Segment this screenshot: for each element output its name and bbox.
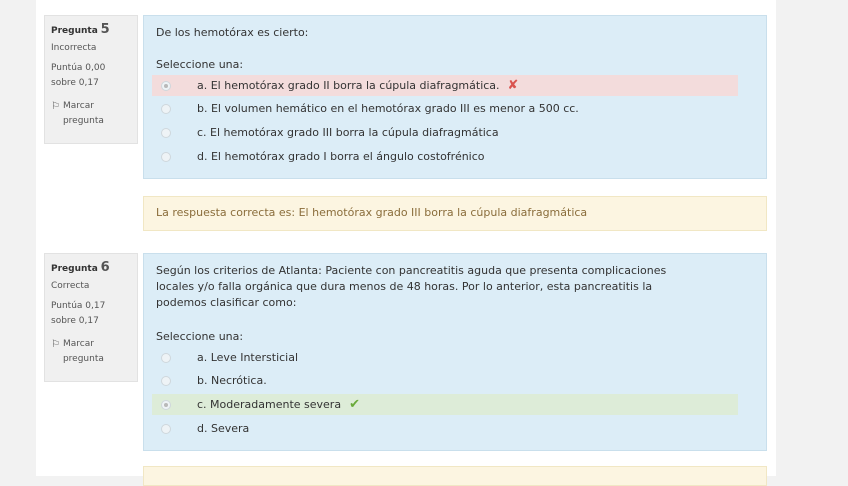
answer-option-b[interactable] <box>152 370 738 391</box>
question-formulation-5 <box>143 15 767 179</box>
correct-answer-feedback <box>143 196 767 231</box>
question-number: 6 <box>100 260 110 275</box>
flag-label: Marcar <box>62 101 94 111</box>
answer-radio[interactable] <box>161 128 171 138</box>
answer-label: c. Moderadamente severa <box>197 398 342 411</box>
question-label: Pregunta <box>51 26 98 36</box>
answer-radio[interactable] <box>161 152 171 162</box>
answer-label: d. El hemotórax grado I borra el ángulo costofrénico <box>197 150 485 163</box>
answer-radio[interactable] <box>161 376 171 386</box>
grade-line: sobre 0,17 <box>51 78 99 88</box>
answer-radio[interactable] <box>161 400 171 410</box>
question-state: Incorrecta <box>51 43 97 53</box>
grade-line: Puntúa 0,17 <box>51 301 106 311</box>
question-grade <box>51 299 131 329</box>
answer-option-b[interactable] <box>152 98 738 119</box>
question-text <box>156 263 666 311</box>
answer-label: a. Leve Intersticial <box>197 351 299 364</box>
question-text-line: podemos clasificar como: <box>156 296 297 309</box>
flag-question-button[interactable] <box>51 99 131 129</box>
select-prompt: Seleccione una: <box>156 58 244 71</box>
question-text: De los hemotórax es cierto: <box>156 26 309 39</box>
answer-option-c[interactable] <box>152 122 738 143</box>
question-number: 5 <box>100 22 110 37</box>
question-title <box>51 260 131 275</box>
answer-radio[interactable] <box>161 104 171 114</box>
question-text-line: Según los criterios de Atlanta: Paciente con pancreatitis aguda que presenta complicaciones <box>156 264 667 277</box>
question-formulation-6 <box>143 253 767 451</box>
answer-option-c[interactable] <box>152 394 738 415</box>
select-prompt: Seleccione una: <box>156 330 244 343</box>
answer-label: d. Severa <box>197 422 250 435</box>
answer-label: a. El hemotórax grado II borra la cúpula diafragmática. <box>197 79 500 92</box>
question-label: Pregunta <box>51 264 98 274</box>
flag-label: pregunta <box>62 354 104 364</box>
question-grade <box>51 61 131 91</box>
question-info-5 <box>44 15 138 144</box>
answer-option-a[interactable] <box>152 75 738 96</box>
cross-icon: ✘ <box>507 78 519 93</box>
answer-radio[interactable] <box>161 81 171 91</box>
answer-label: b. Necrótica. <box>197 374 267 387</box>
flag-label: Marcar <box>62 339 94 349</box>
correct-answer-feedback-partial <box>143 466 767 486</box>
check-icon: ✔ <box>349 397 360 412</box>
answer-option-d[interactable] <box>152 418 738 439</box>
question-text-line: locales y/o falla orgánica que dura menos de 48 horas. Por lo anterior, esta pancreatitis la <box>156 280 653 293</box>
flag-icon: ⚐ <box>51 339 60 350</box>
answer-label: b. El volumen hemático en el hemotórax grado III es menor a 500 cc. <box>197 102 579 115</box>
answer-label: c. El hemotórax grado III borra la cúpula diafragmática <box>197 126 499 139</box>
question-state: Correcta <box>51 281 90 291</box>
flag-icon: ⚐ <box>51 101 60 112</box>
correct-answer-text: La respuesta correcta es: El hemotórax grado III borra la cúpula diafragmática <box>156 206 588 219</box>
answer-option-a[interactable] <box>152 347 738 368</box>
grade-line: Puntúa 0,00 <box>51 63 106 73</box>
answer-radio[interactable] <box>161 353 171 363</box>
answer-radio[interactable] <box>161 424 171 434</box>
question-info-6 <box>44 253 138 382</box>
question-title <box>51 22 131 37</box>
flag-label: pregunta <box>62 116 104 126</box>
grade-line: sobre 0,17 <box>51 316 99 326</box>
answer-option-d[interactable] <box>152 146 738 167</box>
flag-question-button[interactable] <box>51 337 131 367</box>
